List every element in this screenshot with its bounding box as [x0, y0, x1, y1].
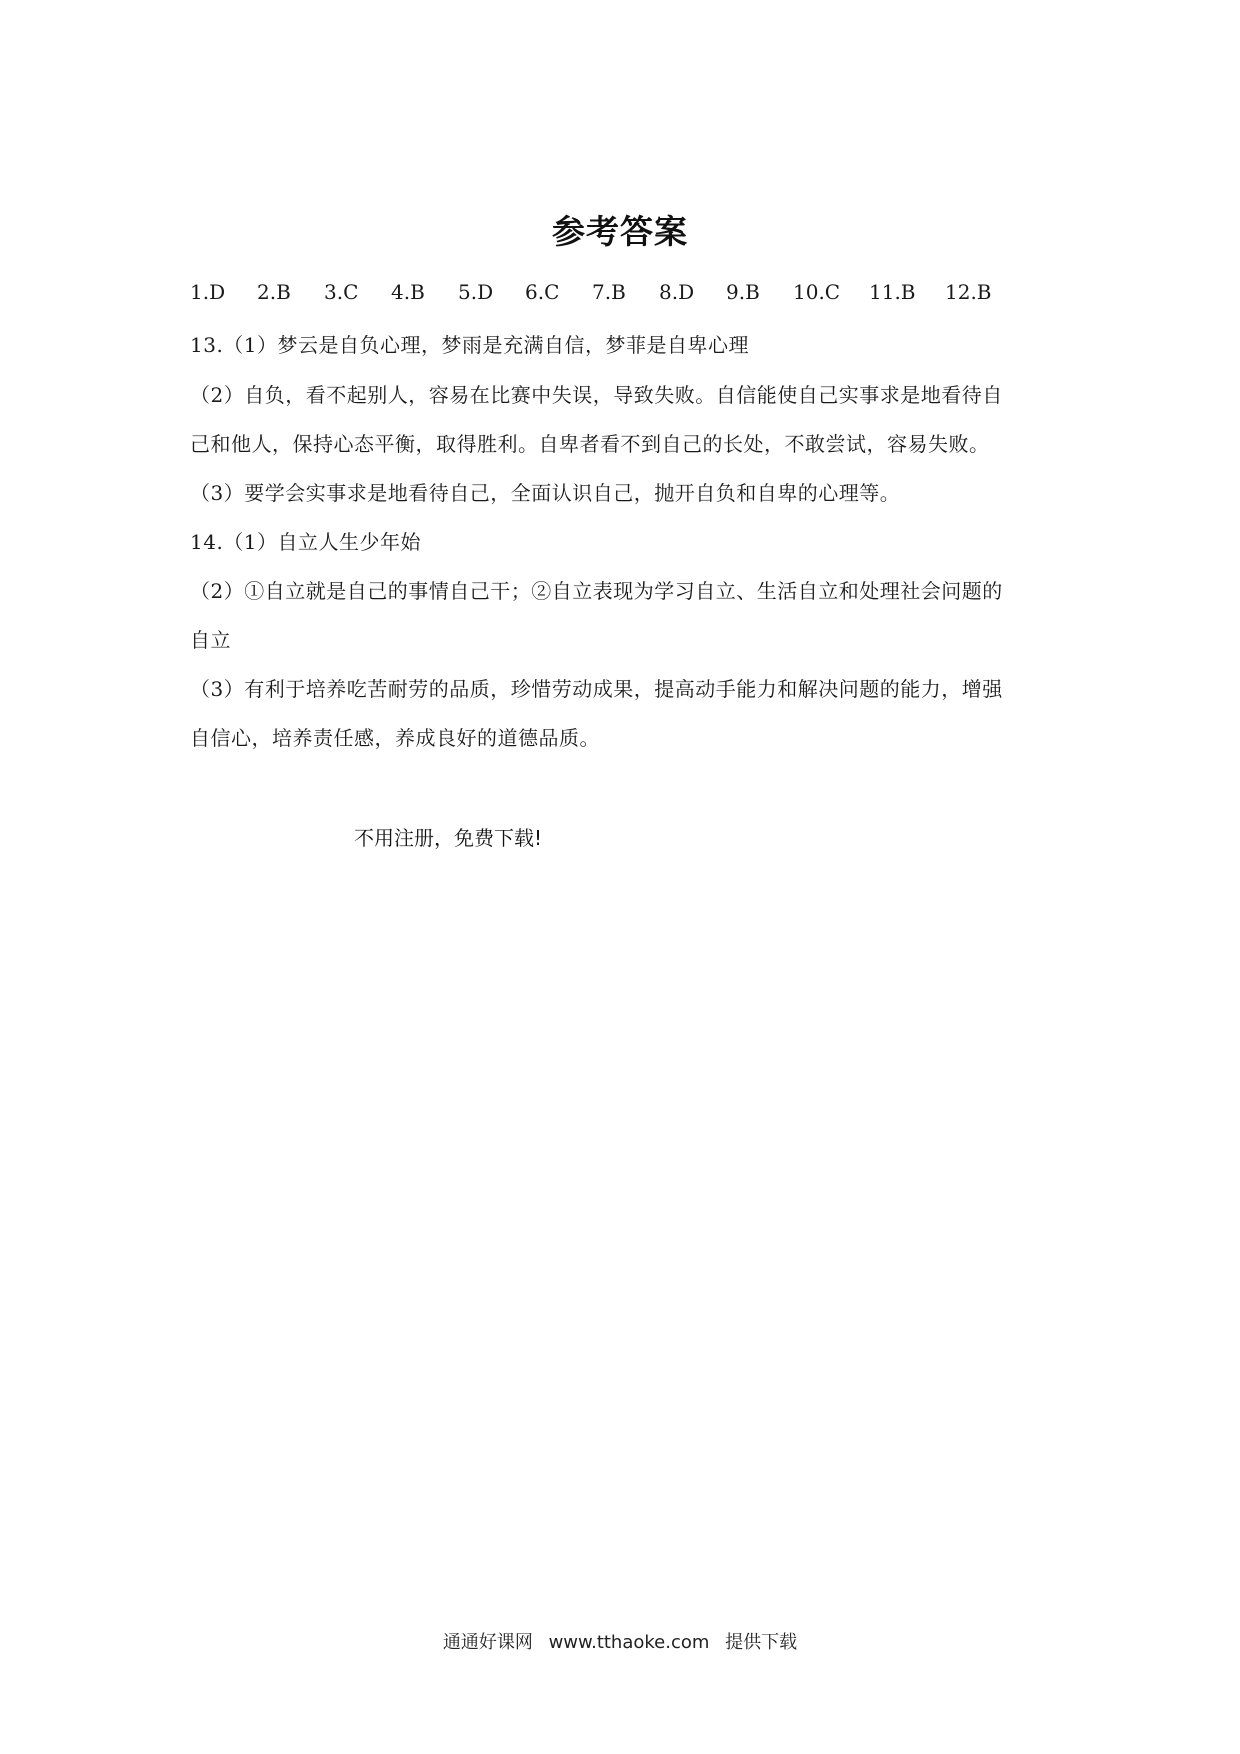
choice-answer: 5.D	[458, 280, 494, 304]
choice-answer: 3.C	[324, 280, 359, 304]
q14-part2-line2: 自立	[190, 628, 231, 652]
choice-answer: 9.B	[726, 280, 760, 304]
choice-answer: 6.C	[525, 280, 560, 304]
q14-part1: 14.（1）自立人生少年始	[190, 530, 422, 554]
choice-answer: 11.B	[869, 280, 916, 304]
q13-part3: （3）要学会实事求是地看待自己，全面认识自己，抛开自负和自卑的心理等。	[190, 481, 901, 505]
choice-answer: 7.B	[592, 280, 626, 304]
footer-suffix: 提供下载	[725, 1632, 798, 1653]
promo-text: 不用注册，免费下载!	[354, 826, 543, 850]
choice-answer: 12.B	[945, 280, 992, 304]
choice-answers-row	[190, 280, 1021, 304]
footer-url[interactable]: www.tthaoke.com	[548, 1632, 710, 1653]
q13-part2-line1: （2）自负，看不起别人，容易在比赛中失误，导致失败。自信能使自己实事求是地看待自	[190, 383, 1003, 407]
q14-part3-line2: 自信心，培养责任感，养成良好的道德品质。	[190, 726, 600, 750]
q14-part3-line1: （3）有利于培养吃苦耐劳的品质，珍惜劳动成果，提高动手能力和解决问题的能力，增强	[190, 677, 1003, 701]
page-title: 参考答案	[552, 212, 688, 251]
page-footer	[0, 1628, 1240, 1654]
choice-answer: 4.B	[391, 280, 425, 304]
choice-answer: 2.B	[257, 280, 291, 304]
choice-answer: 1.D	[190, 280, 226, 304]
footer-site-name: 通通好课网	[442, 1632, 533, 1653]
q14-part2-line1: （2）①自立就是自己的事情自己干；②自立表现为学习自立、生活自立和处理社会问题的	[190, 579, 1003, 603]
q13-part2-line2: 己和他人，保持心态平衡，取得胜利。自卑者看不到自己的长处，不敢尝试，容易失败。	[190, 432, 990, 456]
choice-answer: 8.D	[659, 280, 695, 304]
choice-answer: 10.C	[793, 280, 841, 304]
q13-part1: 13.（1）梦云是自负心理，梦雨是充满自信，梦菲是自卑心理	[190, 333, 750, 357]
